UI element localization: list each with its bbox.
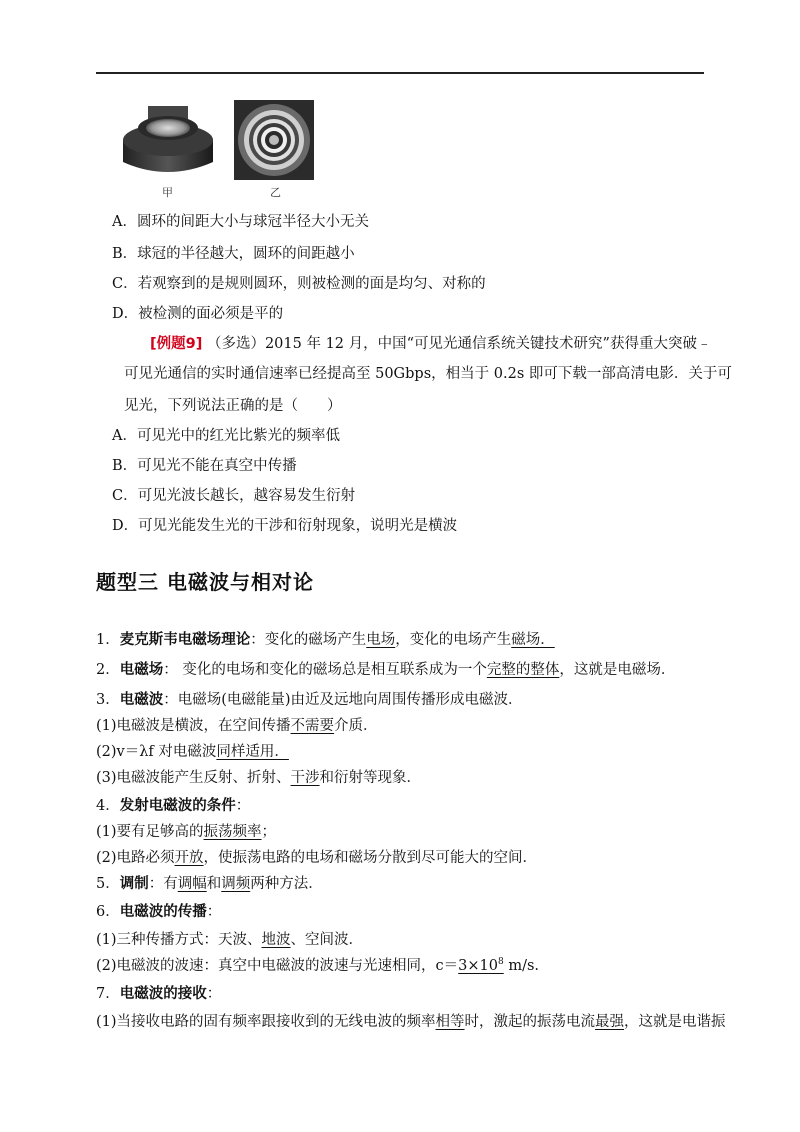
point-7-1: (1)当接收电路的固有频率跟接收到的无线电波的频率相等时，激起的振荡电流最强，这就是电谐振 — [96, 1014, 726, 1030]
header-rule — [96, 72, 704, 74]
point-6-1: (1)三种传播方式：天波、地波、空间波． — [96, 932, 364, 948]
figure-rings-image — [234, 100, 314, 184]
figure-device-image — [118, 100, 218, 184]
point-7: 7．电磁波的接收： — [96, 986, 222, 1002]
point-2: 2．电磁场： 变化的电场和变化的磁场总是相互联系成为一个完整的整体，这就是电磁场． — [96, 662, 676, 678]
point-3: 3．电磁波：电磁场(电磁能量)由近及远地向周围传播形成电磁波． — [96, 692, 523, 708]
point-6-2: (2)电磁波的波速：真空中电磁波的波速与光速相同，$c=3\times 10^8$ m/s. — [96, 957, 540, 974]
point-6: 6．电磁波的传播： — [96, 904, 222, 920]
q9-tag: [例题9] — [150, 336, 203, 352]
q8-option-b: B．球冠的半径越大，圆环的间距越小 — [112, 246, 355, 262]
point-4-1: (1)要有足够高的振荡频率； — [96, 824, 277, 840]
q9-stem-line1: [例题9] （多选）2015 年 12 月，中国“可见光通信系统关键技术研究”获得重大突破﹣ — [150, 336, 712, 352]
point-3-3: (3)电磁波能产生反射、折射、干涉和衍射等现象． — [96, 770, 422, 786]
point-3-2: (2)v＝λf 对电磁波同样适用． — [96, 744, 289, 760]
q8-option-c: C．若观察到的是规则圆环，则被检测的面是均匀、对称的 — [112, 276, 486, 292]
point-5: 5．调制：有调幅和调频两种方法． — [96, 876, 323, 892]
figure-caption-a: 甲 — [162, 186, 173, 199]
q8-option-d: D．被检测的面必须是平的 — [112, 306, 284, 322]
point-1: 1．麦克斯韦电磁场理论：变化的磁场产生电场，变化的电场产生磁场． — [96, 632, 555, 648]
q8-option-a: A．圆环的间距大小与球冠半径大小无关 — [112, 214, 369, 230]
q9-option-a: A．可见光中的红光比紫光的频率低 — [112, 428, 340, 444]
q9-stem-line3: 见光，下列说法正确的是（ ） — [124, 398, 342, 414]
q9-option-c: C．可见光波长越长，越容易发生衍射 — [112, 488, 356, 504]
point-3-1: (1)电磁波是横波，在空间传播不需要介质． — [96, 718, 378, 734]
q9-option-d: D．可见光能发生光的干涉和衍射现象，说明光是横波 — [112, 518, 458, 534]
section-title: 题型三 电磁波与相对论 — [96, 570, 314, 594]
point-4: 4．发射电磁波的条件： — [96, 798, 251, 814]
q9-stem-line2: 可见光通信的实时通信速率已经提高至 50Gbps，相当于 0.2s 即可下载一部高清电影．关于可 — [124, 366, 732, 382]
figure-caption-b: 乙 — [270, 186, 281, 199]
q9-option-b: B．可见光不能在真空中传播 — [112, 458, 297, 474]
point-4-2: (2)电路必须开放，使振荡电路的电场和磁场分散到尽可能大的空间． — [96, 850, 538, 866]
